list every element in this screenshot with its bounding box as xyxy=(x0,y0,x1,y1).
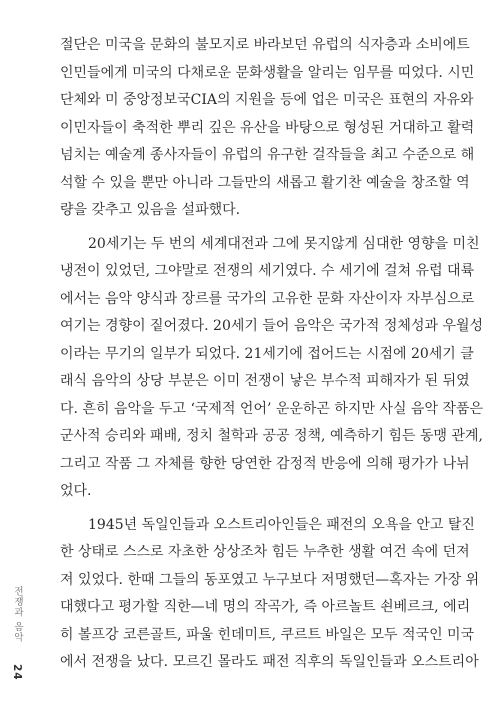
text-line: 단체와 미 중앙정보국CIA의 지원을 등에 업은 미국은 표현의 자유와 xyxy=(60,92,474,108)
text-line: 20세기는 두 번의 세계대전과 그에 못지않게 심대한 영향을 미친 xyxy=(88,235,480,252)
text-line: 여기는 경향이 짙어졌다. 20세기 들어 음악은 국가적 정체성과 우월성 xyxy=(60,318,484,334)
page-number: 24 xyxy=(11,664,23,681)
text-line: 래식 음악의 상당 부분은 이미 전쟁이 낳은 부수적 피해자가 된 뒤였 xyxy=(60,373,470,389)
text-line: 군사적 승리와 패배, 정치 철학과 공공 정책, 예측하기 힘든 동맹 관계, xyxy=(60,428,483,444)
text-line: 이민자들이 축적한 뿌리 깊은 유산을 바탕으로 형성된 거대하고 활력 xyxy=(60,119,475,136)
text-line: 절단은 미국을 문화의 불모지로 바라보던 유럽의 식자층과 소비에트 xyxy=(60,37,470,53)
text-line: 한 상태로 스스로 자초한 상상조차 힘든 누추한 생활 여건 속에 던져 xyxy=(60,544,470,560)
text-line: 1945년 독일인들과 오스트리아인들은 패전의 오욕을 안고 탈진 xyxy=(88,516,475,533)
text-line: 대했다고 평가할 직한—네 명의 작곡가, 즉 아르놀트 쇤베르크, 에리 xyxy=(60,599,471,615)
text-line: 이라는 무기의 일부가 되었다. 21세기에 접어드는 시점에 20세기 클 xyxy=(60,345,474,362)
text-line: 인민들에게 미국의 다채로운 문화생활을 알리는 임무를 띠었다. 시민 xyxy=(60,64,475,81)
text-line: 었다. xyxy=(60,483,92,499)
text-line: 그리고 작품 그 자체를 향한 당연한 감정적 반응에 의해 평가가 나뉘 xyxy=(60,455,470,472)
text-line: 져 있었다. 한때 그들의 동포였고 누구보다 저명했던—혹자는 가장 위 xyxy=(60,571,480,588)
text-line: 량을 갖추고 있음을 설파했다. xyxy=(60,202,241,218)
text-line: 에서 전쟁을 났다. 모르긴 몰라도 패전 직후의 독일인들과 오스트리아 xyxy=(60,654,479,670)
body-text xyxy=(60,32,484,677)
text-line: 히 볼프강 코른골트, 파울 힌데미트, 쿠르트 바일은 모두 적국인 미국 xyxy=(60,626,475,643)
text-line: 에서는 음악 양식과 장르를 국가의 고유한 문화 자산이자 자부심으로 xyxy=(60,290,475,307)
text-line: 다. 흔히 음악을 두고 ‘국제적 언어’ 운운하곤 하지만 사실 음악 작품은 xyxy=(60,400,483,417)
text-line: 석할 수 있을 뿐만 아니라 그들만의 새롭고 활기찬 예술을 창조할 역 xyxy=(60,174,470,191)
running-head: 전쟁과 음악 xyxy=(12,586,23,643)
text-line: 넘치는 예술계 종사자들이 유럽의 유구한 걸작들을 최고 수준으로 해 xyxy=(60,147,475,163)
text-line: 냉전이 있었던, 그야말로 전쟁의 세기였다. 수 세기에 걸쳐 유럽 대륙 xyxy=(60,263,475,279)
